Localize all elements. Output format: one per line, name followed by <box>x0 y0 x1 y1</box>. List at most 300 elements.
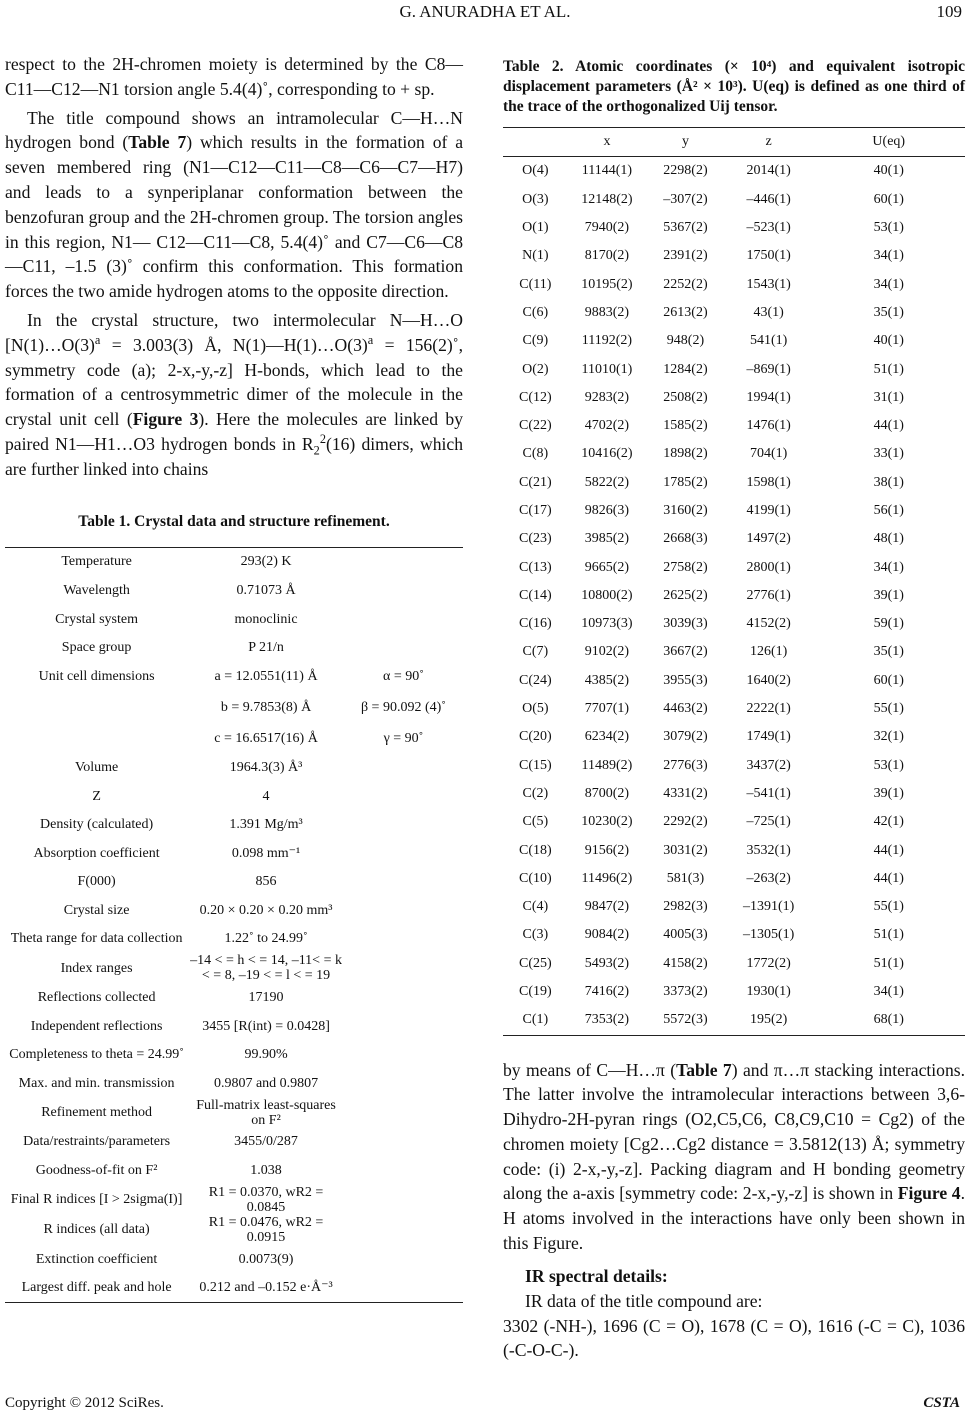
table-cell: 4331(2) <box>663 785 708 801</box>
table-row <box>503 610 965 638</box>
table-cell: 9156(2) <box>584 842 630 858</box>
table-row <box>5 810 463 839</box>
table-cell: 4385(2) <box>584 672 630 688</box>
table-row <box>503 525 965 553</box>
table-cell: Completeness to theta = 24.99˚ <box>9 1047 184 1063</box>
ir-intro: IR data of the title compound are: <box>525 1290 763 1311</box>
table-cell: 293(2) K <box>240 554 292 570</box>
column-header: z <box>765 134 772 150</box>
table-cell: C(25) <box>519 955 552 971</box>
table-cell: C(11) <box>519 276 552 292</box>
table-cell: –446(1) <box>746 191 791 207</box>
table-ref[interactable]: Table 7 <box>676 1059 732 1080</box>
table-row <box>503 214 965 242</box>
table-cell <box>344 810 463 839</box>
table-row <box>5 753 463 782</box>
table-cell: 3031(2) <box>663 842 708 858</box>
table-cell: 53(1) <box>873 220 904 236</box>
table-cell: 11496(2) <box>581 870 633 886</box>
table-cell: Crystal size <box>63 902 130 918</box>
table-cell: 11489(2) <box>581 757 633 773</box>
table-cell: 1640(2) <box>746 672 791 688</box>
column-header: y <box>681 134 689 150</box>
table-cell: Theta range for data collection <box>10 931 183 947</box>
table-cell <box>344 1069 463 1098</box>
table-cell: O(2) <box>522 361 549 377</box>
table-row <box>503 723 965 751</box>
table-cell <box>344 1012 463 1041</box>
table-cell: C(20) <box>519 729 552 745</box>
right-column <box>503 57 965 1363</box>
table-cell: monoclinic <box>234 611 298 627</box>
table-cell: R1 = 0.0476, wR2 = 0.0915 <box>208 1214 324 1245</box>
table-cell: F(000) <box>77 874 116 890</box>
table-cell <box>344 1098 463 1128</box>
table-cell: 0.9807 and 0.9807 <box>213 1075 319 1091</box>
figure-ref[interactable]: Figure 4 <box>897 1183 961 1204</box>
table-cell: 48(1) <box>873 531 904 547</box>
table-cell: 3985(2) <box>584 531 630 547</box>
table-cell: 35(1) <box>873 304 904 320</box>
table-row <box>503 582 965 610</box>
table-cell: 40(1) <box>873 163 904 179</box>
table-row <box>5 896 463 925</box>
table-cell: C(23) <box>519 531 552 547</box>
table-cell: 59(1) <box>873 616 904 632</box>
table-row <box>503 440 965 468</box>
table-cell: 704(1) <box>749 446 788 462</box>
table-row <box>503 695 965 723</box>
table-cell: 2800(1) <box>746 559 791 575</box>
table-cell: C(1) <box>522 1012 549 1028</box>
table-cell: 35(1) <box>873 644 904 660</box>
table-cell: 1898(2) <box>663 446 708 462</box>
table-cell: 0.0073(9) <box>238 1251 294 1267</box>
column-header: x <box>603 134 611 150</box>
table-cell: Refinement method <box>41 1105 152 1121</box>
table-row <box>503 355 965 383</box>
table-cell: 51(1) <box>873 927 904 943</box>
table-cell: 1543(1) <box>746 276 791 292</box>
table-cell: Z <box>92 788 101 804</box>
table-cell: Max. and min. transmission <box>18 1075 175 1091</box>
table-cell: Unit cell dimensions <box>38 668 155 684</box>
table-cell <box>344 1245 463 1274</box>
table-cell <box>5 725 188 754</box>
table-cell: C(17) <box>519 503 552 518</box>
table-ref[interactable]: Table 7 <box>128 132 187 153</box>
table-cell: –523(1) <box>746 220 791 236</box>
table-cell: O(5) <box>522 701 549 717</box>
table-cell: 2776(1) <box>746 587 791 603</box>
table-row <box>503 384 965 412</box>
table-cell: 44(1) <box>873 418 904 434</box>
table-cell: 1.22˚ to 24.99˚ <box>224 931 308 947</box>
ir-values: 3302 (-NH-), 1696 (C = O), 1678 (C = O), 1616 (-C = C), 1036 (-C-O-C-). <box>503 1315 965 1361</box>
table-cell: C(14) <box>519 587 552 603</box>
table-row <box>5 691 463 725</box>
table-cell: 2292(2) <box>663 814 708 830</box>
table-row <box>503 270 965 298</box>
table-row <box>5 1012 463 1041</box>
table-cell: R1 = 0.0370, wR2 = 0.0845 <box>208 1184 324 1215</box>
table-cell: –307(2) <box>663 191 708 207</box>
table-cell: Crystal system <box>55 611 139 627</box>
table-cell: 2508(2) <box>663 389 708 405</box>
table-cell: –263(2) <box>746 870 791 886</box>
table-row <box>503 950 965 978</box>
table-cell <box>344 633 463 662</box>
table-cell: α = 90˚ <box>383 668 424 684</box>
table-cell: 1497(2) <box>746 531 791 547</box>
table-cell: 38(1) <box>873 474 904 490</box>
table-cell: Space group <box>61 640 132 656</box>
table-cell: Independent reflections <box>30 1018 163 1034</box>
table-cell: 34(1) <box>873 984 904 1000</box>
table-cell: 9665(2) <box>584 559 630 575</box>
table-cell: Full-matrix least-squares on F² <box>196 1097 336 1128</box>
table-cell: γ = 90˚ <box>383 731 424 747</box>
table-cell: 5367(2) <box>663 220 708 236</box>
table-cell: –1391(1) <box>742 899 795 915</box>
table-row <box>5 983 463 1012</box>
table-cell: 4463(2) <box>663 701 708 717</box>
table-cell: 11144(1) <box>581 163 633 179</box>
table-cell: C(12) <box>519 389 552 405</box>
table-cell: 7940(2) <box>584 220 630 236</box>
table-cell: 51(1) <box>873 955 904 971</box>
table-cell <box>344 896 463 925</box>
table-cell: 10195(2) <box>581 276 633 292</box>
table-cell: 2014(1) <box>746 163 791 179</box>
table-cell: C(24) <box>519 672 552 688</box>
table-cell <box>344 925 463 954</box>
table-cell: C(6) <box>522 304 549 320</box>
table-cell: 1749(1) <box>746 729 791 745</box>
table-cell: Reflections collected <box>37 990 156 1006</box>
table-row <box>5 1273 463 1302</box>
table-cell: 3455/0/287 <box>234 1134 298 1150</box>
page-header <box>0 2 970 24</box>
table-cell: 1.038 <box>250 1163 282 1179</box>
table-row <box>503 186 965 214</box>
table-cell: 1930(1) <box>746 984 791 1000</box>
table-cell: C(16) <box>519 616 552 632</box>
table-cell: 33(1) <box>873 446 904 462</box>
table-cell: C(9) <box>522 333 549 349</box>
paragraph-crystal-structure: In the crystal structure, two intermolecular N—H…O [$N(1)\dots O(3)^a = 3.003(3)$ Å, $N(1)—H(1)\dots O(3)^a$ = 156(2)˚, symmetry code (a); 2-x,-y,-z] H-bonds, which lead to the formation of a centrosymmetric dimer of the molecule in the crystal unit cell (Figure 3). Here the molecules are linked by paired N1—H1…O3 hydrogen bonds in $R_2^2(16)$ dimers, which are further linked into chains <box>5 309 464 479</box>
table-cell: C(21) <box>519 474 552 490</box>
table-row <box>503 752 965 780</box>
table-cell <box>344 1156 463 1185</box>
running-title: G. ANURADHA ET AL. <box>399 2 571 21</box>
table-cell: 9847(2) <box>584 899 630 915</box>
table-cell: 4158(2) <box>663 955 708 971</box>
table-cell: O(1) <box>522 220 549 236</box>
table-cell: 44(1) <box>873 842 904 858</box>
table-cell: 1585(2) <box>663 418 708 434</box>
table-row <box>5 1098 463 1128</box>
table-cell: 34(1) <box>873 559 904 575</box>
table-cell: Wavelength <box>63 582 130 598</box>
table-cell: 2668(3) <box>663 531 708 547</box>
table-cell: 53(1) <box>873 757 904 773</box>
table-cell: 3532(1) <box>746 842 791 858</box>
table-cell: 3373(2) <box>663 984 708 1000</box>
table1-caption: Table 1. Crystal data and structure refinement. <box>78 512 390 530</box>
table-row <box>503 638 965 666</box>
table-cell: –869(1) <box>746 361 791 377</box>
table-cell: 39(1) <box>873 785 904 801</box>
table-row <box>5 633 463 662</box>
table-cell <box>344 1128 463 1157</box>
table-cell: 7707(1) <box>584 701 630 717</box>
table-cell: 1476(1) <box>746 418 791 434</box>
table-row <box>5 1215 463 1245</box>
table-cell: 3955(3) <box>663 672 708 688</box>
table-row <box>503 893 965 921</box>
table-cell: 43(1) <box>753 304 784 320</box>
table-row <box>503 808 965 836</box>
table-row <box>5 867 463 896</box>
table-cell: 7353(2) <box>584 1012 630 1028</box>
table-cell: 10416(2) <box>581 446 633 462</box>
page-footer <box>5 1395 965 1412</box>
table-row <box>5 1245 463 1274</box>
table-cell: 856 <box>255 874 277 890</box>
table-row <box>503 497 965 525</box>
table1-crystal-data <box>5 547 463 1303</box>
left-column <box>5 52 463 1303</box>
table-row <box>5 1069 463 1098</box>
table-row <box>503 299 965 327</box>
table-cell: 3437(2) <box>746 757 791 773</box>
table-cell: 5822(2) <box>584 474 630 490</box>
table-row <box>5 782 463 811</box>
table-cell: 11192(2) <box>581 333 633 349</box>
table-cell: a = 12.0551(11) Å <box>214 668 318 684</box>
copyright: Copyright © 2012 SciRes. <box>5 1395 164 1411</box>
table-row <box>5 1156 463 1185</box>
table-cell: 1964.3(3) Å³ <box>229 759 303 775</box>
table-row <box>503 553 965 581</box>
table-cell: 11010(1) <box>581 361 633 377</box>
table-cell: 9283(2) <box>584 389 630 405</box>
table-row <box>503 921 965 949</box>
table-cell: –1305(1) <box>742 927 795 943</box>
figure-ref[interactable]: Figure 3 <box>132 409 199 430</box>
table-cell: 32(1) <box>873 729 904 745</box>
table-cell: 1994(1) <box>746 389 791 405</box>
journal-name: CSTA <box>923 1395 960 1411</box>
table-cell: 2222(1) <box>746 701 791 717</box>
table-cell: b = 9.7853(8) Å <box>220 700 312 716</box>
table-cell: Goodness-of-fit on F² <box>35 1163 158 1179</box>
table-cell <box>344 1185 463 1215</box>
table-cell: C(22) <box>519 418 552 434</box>
table-cell <box>344 605 463 634</box>
table-cell: 195(2) <box>749 1012 788 1028</box>
table-row <box>5 1185 463 1215</box>
table-cell: 4152(2) <box>746 616 791 632</box>
table-cell: 60(1) <box>873 672 904 688</box>
table-row <box>503 1006 965 1035</box>
table-cell: C(2) <box>522 785 549 801</box>
table-row <box>503 412 965 440</box>
table-cell: 9826(3) <box>584 503 630 518</box>
table-cell: 9084(2) <box>584 927 630 943</box>
table-cell: 1598(1) <box>746 474 791 490</box>
table-cell: 39(1) <box>873 587 904 603</box>
table-row <box>5 839 463 868</box>
table-cell: 17190 <box>248 990 284 1006</box>
table2-atomic-coordinates <box>503 127 965 1036</box>
table-cell: 34(1) <box>873 276 904 292</box>
table-cell: 3667(2) <box>663 644 708 660</box>
table-cell <box>344 839 463 868</box>
table-cell: –541(1) <box>746 785 791 801</box>
table-cell: 9102(2) <box>584 644 630 660</box>
table-cell: 948(2) <box>666 333 705 349</box>
table-cell: 0.212 and –0.152 e·Å⁻³ <box>199 1280 333 1296</box>
table-cell: C(7) <box>522 644 549 660</box>
table-cell <box>344 782 463 811</box>
table-cell: 8170(2) <box>584 248 630 264</box>
table-row <box>503 780 965 808</box>
table-cell: 1785(2) <box>663 474 708 490</box>
table-cell: c = 16.6517(16) Å <box>214 731 318 747</box>
table-cell: 4702(2) <box>584 418 630 434</box>
table-cell: Absorption coefficient <box>33 845 160 861</box>
table-cell: 10800(2) <box>581 587 633 603</box>
table-cell <box>5 691 188 725</box>
table-cell: 12148(2) <box>581 191 633 207</box>
table2-caption: Table 2. Atomic coordinates (× 10⁴) and equivalent isotropic displacement parameters (Å² × 10³). U(eq) is defined as one third of the trace of the orthogonalized Uij tensor. <box>503 58 965 115</box>
paragraph-intramolecular: The title compound shows an intramolecular C—H…N hydrogen bond (Table 7) which results in the formation of a seven membered ring (N1—C12—C11—C8—C6—C7—H7) and leads to a synperiplanar conformation between the benzofuran group and the 2H-chromen group. The torsion angles in this region, N1— C12—C11—C8, 5.4(4)˚ and C7—C6—C8—C11, –1.5 (3)˚ confirm this conformation. This formation forces the two amide hydrogen atoms to the opposite direction. <box>5 107 464 302</box>
table-cell: –14 < = h < = 14, –11< = k < = 8, –19 < = l < = 19 <box>190 953 342 984</box>
table-cell: 56(1) <box>873 503 904 518</box>
table-cell: Temperature <box>61 554 132 570</box>
table-cell: 10230(2) <box>581 814 633 830</box>
table-cell: 2391(2) <box>663 248 708 264</box>
table-row <box>5 925 463 954</box>
table-cell: C(13) <box>519 559 552 575</box>
table-cell: 44(1) <box>873 870 904 886</box>
table-cell: 2982(3) <box>663 899 708 915</box>
table-row <box>5 547 463 576</box>
table-cell: 99.90% <box>244 1047 288 1063</box>
column-header: U(eq) <box>872 134 906 150</box>
table-cell: 5572(3) <box>663 1012 708 1028</box>
table-cell: 4005(3) <box>663 927 708 943</box>
table-cell <box>344 1273 463 1302</box>
table-cell: 1750(1) <box>746 248 791 264</box>
table-cell: 40(1) <box>873 333 904 349</box>
table-cell: 581(3) <box>666 870 705 886</box>
table-cell: 2613(2) <box>663 304 708 320</box>
table-cell: 2298(2) <box>663 163 708 179</box>
table-cell: C(5) <box>522 814 549 830</box>
table-cell <box>344 576 463 605</box>
table-cell: 3455 [R(int) = 0.0428] <box>202 1018 330 1034</box>
table-cell: 2252(2) <box>663 276 708 292</box>
table-cell <box>344 547 463 576</box>
table-cell: Data/restraints/parameters <box>23 1134 171 1150</box>
table-cell: 5493(2) <box>584 955 630 971</box>
table-cell: 0.098 mm⁻¹ <box>231 845 301 861</box>
table-cell: 3039(3) <box>663 616 708 632</box>
table-row <box>5 953 463 983</box>
table-row <box>5 605 463 634</box>
table-cell: 126(1) <box>749 644 788 660</box>
table-cell: C(10) <box>519 870 552 886</box>
table-cell: C(18) <box>519 842 552 858</box>
table-cell: 9883(2) <box>584 304 630 320</box>
table-row <box>503 667 965 695</box>
table-cell: 34(1) <box>873 248 904 264</box>
table-cell: 7416(2) <box>584 984 630 1000</box>
table-cell: C(4) <box>522 899 549 915</box>
ir-heading: IR spectral details: <box>525 1265 668 1286</box>
table-row <box>5 1128 463 1157</box>
table-cell: Extinction coefficient <box>35 1251 158 1267</box>
table-cell: Density (calculated) <box>40 817 154 833</box>
table-cell: N(1) <box>522 248 549 264</box>
table-cell: 0.20 × 0.20 × 0.20 mm³ <box>199 902 333 918</box>
table-cell: 51(1) <box>873 361 904 377</box>
table-cell: R indices (all data) <box>43 1222 150 1238</box>
table-cell: O(4) <box>522 163 549 179</box>
table-cell: 55(1) <box>873 899 904 915</box>
table-cell <box>344 753 463 782</box>
table-cell: 2776(3) <box>663 757 708 773</box>
table-cell: Final R indices [I > 2sigma(I)] <box>10 1192 183 1208</box>
table-row <box>503 242 965 270</box>
table-row <box>503 327 965 355</box>
table-cell: 60(1) <box>873 191 904 207</box>
table-cell: 55(1) <box>873 701 904 717</box>
table-cell: 4199(1) <box>746 503 791 518</box>
table-cell: O(3) <box>522 191 549 207</box>
table-row <box>503 469 965 497</box>
table-cell: 1.391 Mg/m³ <box>229 817 303 833</box>
table-cell <box>344 983 463 1012</box>
table-cell: 3160(2) <box>663 503 708 518</box>
table-cell: 6234(2) <box>584 729 630 745</box>
table-cell: 3079(2) <box>663 729 708 745</box>
table-cell: 1284(2) <box>663 361 708 377</box>
table-cell: C(15) <box>519 757 552 773</box>
table-cell: C(3) <box>522 927 549 943</box>
table-cell: –725(1) <box>746 814 791 830</box>
table-cell: β = 90.092 (4)˚ <box>360 700 446 716</box>
table-cell: C(8) <box>522 446 549 462</box>
table-row <box>503 836 965 864</box>
table-row <box>5 662 463 691</box>
table-cell: 0.71073 Å <box>236 582 296 598</box>
table-cell: 4 <box>262 788 270 804</box>
table-cell: 2758(2) <box>663 559 708 575</box>
table-cell: C(19) <box>519 984 552 1000</box>
paragraph-torsion: respect to the 2H-chromen moiety is determined by the C8—C11—C12—N1 torsion angle 5.4(4)˚, corresponding to + sp. <box>5 54 463 99</box>
column-header <box>503 128 568 157</box>
table-cell: 2625(2) <box>663 587 708 603</box>
table-cell: Index ranges <box>60 960 133 976</box>
table-cell: 10973(3) <box>581 616 633 632</box>
table-cell: 68(1) <box>873 1012 904 1028</box>
page-number: 109 <box>936 2 962 21</box>
table-cell: Largest diff. peak and hole <box>21 1280 172 1296</box>
